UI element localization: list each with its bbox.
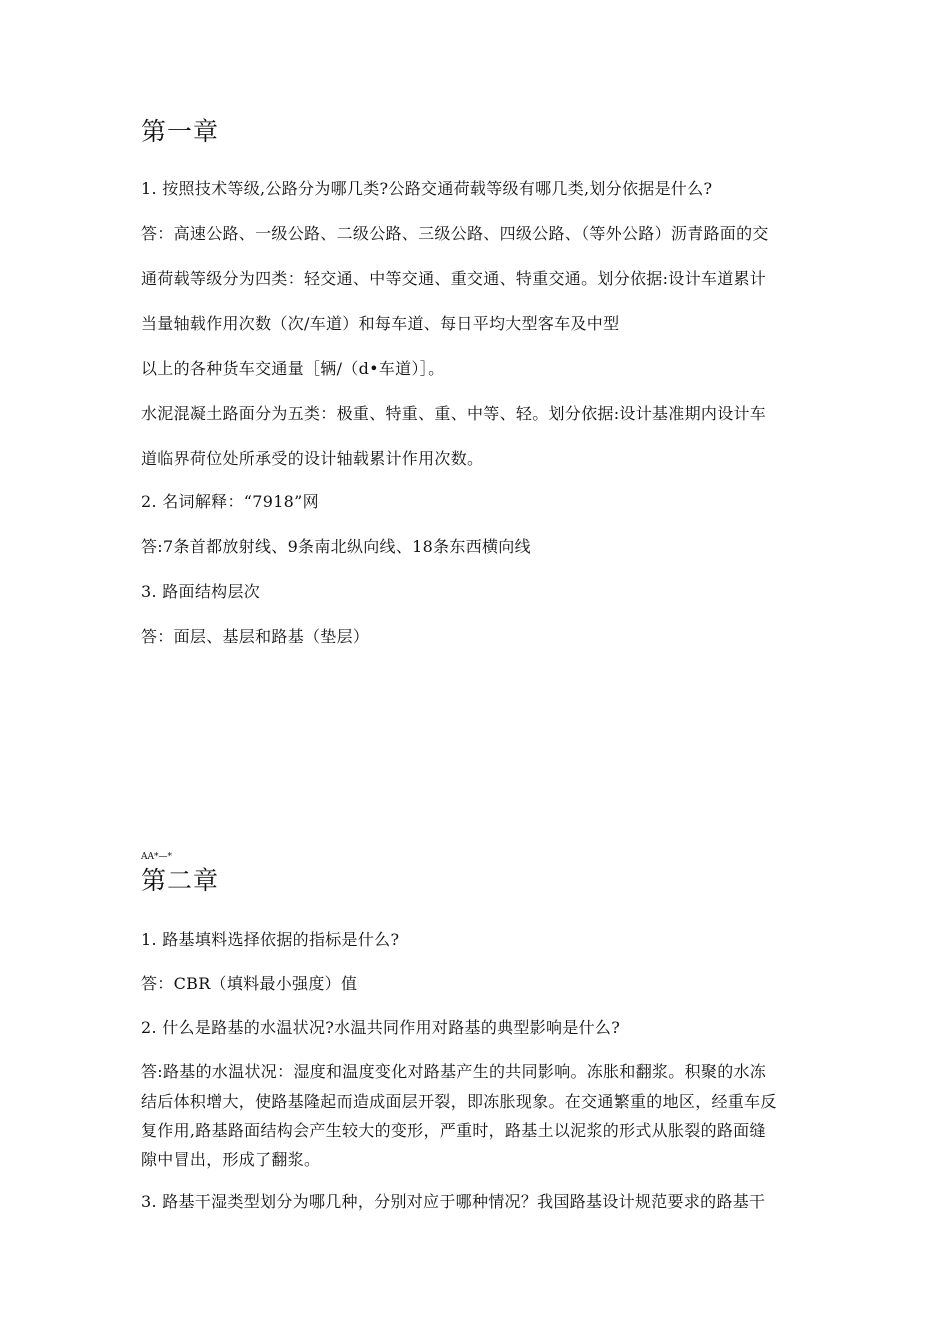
chapter-1-title: 第一章 bbox=[141, 117, 220, 146]
ch2-line-5: 结后体积增大，使路基隆起而造成面层开裂，即冻胀现象。在交通繁重的地区，经重车反 bbox=[141, 1092, 777, 1111]
chapter-2-title: 第二章 bbox=[141, 866, 220, 895]
ch2-line-3: 2. 什么是路基的水温状况?水温共同作用对路基的典型影响是什么? bbox=[141, 1018, 621, 1037]
ch2-line-8: 3. 路基干湿类型划分为哪几种，分别对应于哪种情况？我国路基设计规范要求的路基干 bbox=[141, 1192, 766, 1211]
ch1-line-10: 3. 路面结构层次 bbox=[141, 582, 261, 601]
ch2-line-2: 答：CBR（填料最小强度）值 bbox=[141, 974, 358, 993]
ch1-line-2: 答：高速公路、一级公路、二级公路、三级公路、四级公路、（等外公路）沥青路面的交 bbox=[141, 224, 769, 243]
ch2-line-6: 复作用,路基路面结构会产生较大的变形，严重时，路基土以泥浆的形式从胀裂的路面缝 bbox=[141, 1121, 766, 1140]
ch2-line-4: 答:路基的水温状况：湿度和温度变化对路基产生的共同影响。冻胀和翻浆。积聚的水冻 bbox=[141, 1062, 767, 1081]
ch1-line-11: 答：面层、基层和路基（垫层） bbox=[141, 627, 370, 646]
ch2-line-1: 1. 路基填料选择依据的指标是什么? bbox=[141, 930, 400, 949]
ch1-line-8: 2. 名词解释：“7918”网 bbox=[141, 492, 319, 511]
ch1-line-7: 道临界荷位处所承受的设计轴载累计作用次数。 bbox=[141, 449, 484, 468]
ch1-line-4: 当量轴载作用次数（次/车道）和每车道、每日平均大型客车及中型 bbox=[141, 314, 620, 333]
ch1-line-1: 1. 按照技术等级,公路分为哪几类?公路交通荷载等级有哪几类,划分依据是什么? bbox=[141, 179, 713, 198]
ch1-line-6: 水泥混凝土路面分为五类：极重、特重、重、中等、轻。划分依据:设计基准期内设计车 bbox=[141, 404, 767, 423]
ch1-line-5: 以上的各种货车交通量［辆/（d•车道）］。 bbox=[141, 359, 445, 378]
ch2-line-7: 隙中冒出，形成了翻浆。 bbox=[141, 1150, 321, 1169]
page-marker: AA*—* bbox=[141, 852, 172, 862]
ch1-line-3: 通荷载等级分为四类：轻交通、中等交通、重交通、特重交通。划分依据:设计车道累计 bbox=[141, 269, 767, 288]
ch1-line-9: 答:7条首都放射线、9条南北纵向线、18条东西横向线 bbox=[141, 537, 531, 556]
